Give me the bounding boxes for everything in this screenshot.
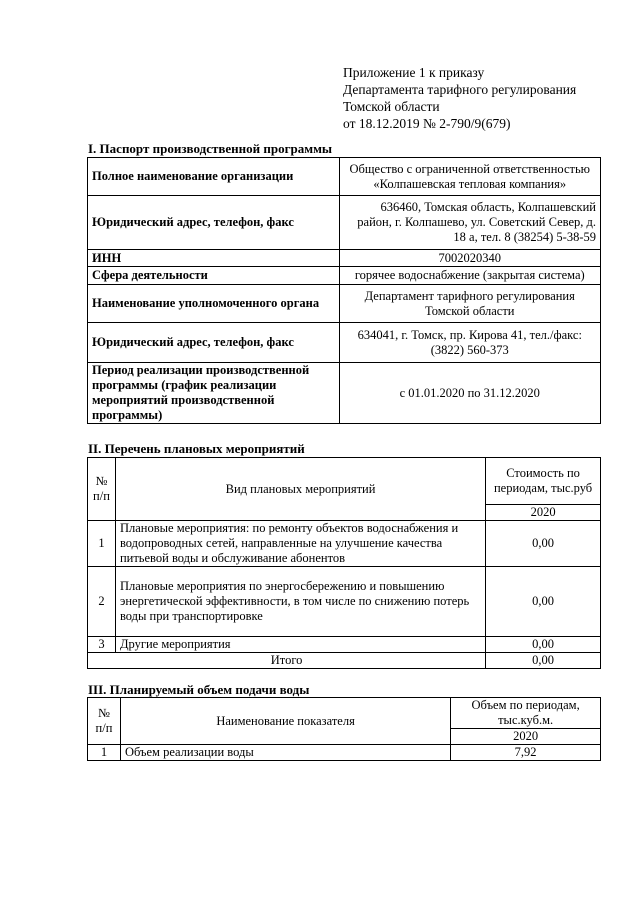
section-2-title: II. Перечень плановых мероприятий: [88, 441, 305, 456]
total-row: [88, 653, 601, 669]
row-number: 1: [88, 745, 121, 761]
passport-label: Сфера деятельности: [88, 267, 340, 285]
row-number: 1: [88, 521, 116, 567]
table-row: [88, 285, 601, 323]
measure-name: Другие мероприятия: [115, 637, 485, 653]
indicator-value: 7,92: [451, 745, 601, 761]
table-row: [88, 745, 601, 761]
order-header: [343, 64, 576, 132]
indicator-name: Объем реализации воды: [120, 745, 450, 761]
header-line-1: Приложение 1 к приказу: [343, 65, 485, 80]
table-header-row: [88, 698, 601, 729]
col-header-measure-type: Вид плановых мероприятий: [115, 458, 485, 521]
col-header-indicator: Наименование показателя: [120, 698, 450, 745]
table-row: [88, 363, 601, 424]
total-label: Итого: [88, 653, 486, 669]
passport-label: Юридический адрес, телефон, факс: [88, 323, 340, 363]
col-header-year: 2020: [486, 505, 601, 521]
passport-value: горячее водоснабжение (закрытая система): [339, 267, 600, 285]
passport-table: [87, 157, 601, 424]
header-line-2: Департамента тарифного регулирования: [343, 82, 577, 97]
table-row: [88, 250, 601, 267]
table-row: [88, 567, 601, 637]
row-number: 2: [88, 567, 116, 637]
passport-label: Юридический адрес, телефон, факс: [88, 196, 340, 250]
table-row: [88, 158, 601, 196]
measures-table: [87, 457, 601, 669]
row-number: 3: [88, 637, 116, 653]
table-row: [88, 323, 601, 363]
passport-label: Период реализации производственной программы (график реализации мероприятий производственной программы): [88, 363, 340, 424]
header-line-4: от 18.12.2019 № 2-790/9(679): [343, 116, 511, 131]
col-header-volume: Объем по периодам, тыс.куб.м.: [451, 698, 601, 729]
measure-value: 0,00: [486, 567, 601, 637]
passport-label: ИНН: [88, 250, 340, 267]
table-row: [88, 267, 601, 285]
passport-value: 636460, Томская область, Колпашевский район, г. Колпашево, ул. Советский Север, д. 18 а, тел. 8 (38254) 5-38-59: [339, 196, 600, 250]
section-3-title: III. Планируемый объем подачи воды: [88, 682, 310, 697]
header-line-3: Томской области: [343, 99, 440, 114]
col-header-year: 2020: [451, 729, 601, 745]
table-row: [88, 521, 601, 567]
passport-label: Наименование уполномоченного органа: [88, 285, 340, 323]
table-header-row: [88, 458, 601, 505]
passport-value: 7002020340: [339, 250, 600, 267]
col-header-cost: Стоимость по периодам, тыс.руб: [486, 458, 601, 505]
col-header-number: № п/п: [88, 698, 121, 745]
passport-value: Общество с ограниченной ответственностью «Колпашевская тепловая компания»: [339, 158, 600, 196]
passport-label: Полное наименование организации: [88, 158, 340, 196]
total-value: 0,00: [486, 653, 601, 669]
passport-value: 634041, г. Томск, пр. Кирова 41, тел./факс: (3822) 560-373: [339, 323, 600, 363]
table-row: [88, 196, 601, 250]
measure-value: 0,00: [486, 521, 601, 567]
section-1-title: I. Паспорт производственной программы: [88, 141, 333, 156]
measure-value: 0,00: [486, 637, 601, 653]
table-row: [88, 637, 601, 653]
passport-value: Департамент тарифного регулирования Томской области: [339, 285, 600, 323]
passport-value: с 01.01.2020 по 31.12.2020: [339, 363, 600, 424]
measure-name: Плановые мероприятия по энергосбережению и повышению энергетической эффективности, в том числе по снижению потерь воды при транспортировке: [115, 567, 485, 637]
water-volume-table: [87, 697, 601, 761]
col-header-number: № п/п: [88, 458, 116, 521]
measure-name: Плановые мероприятия: по ремонту объектов водоснабжения и водопроводных сетей, направленные на улучшение качества питьевой воды и обслуживание абонентов: [115, 521, 485, 567]
